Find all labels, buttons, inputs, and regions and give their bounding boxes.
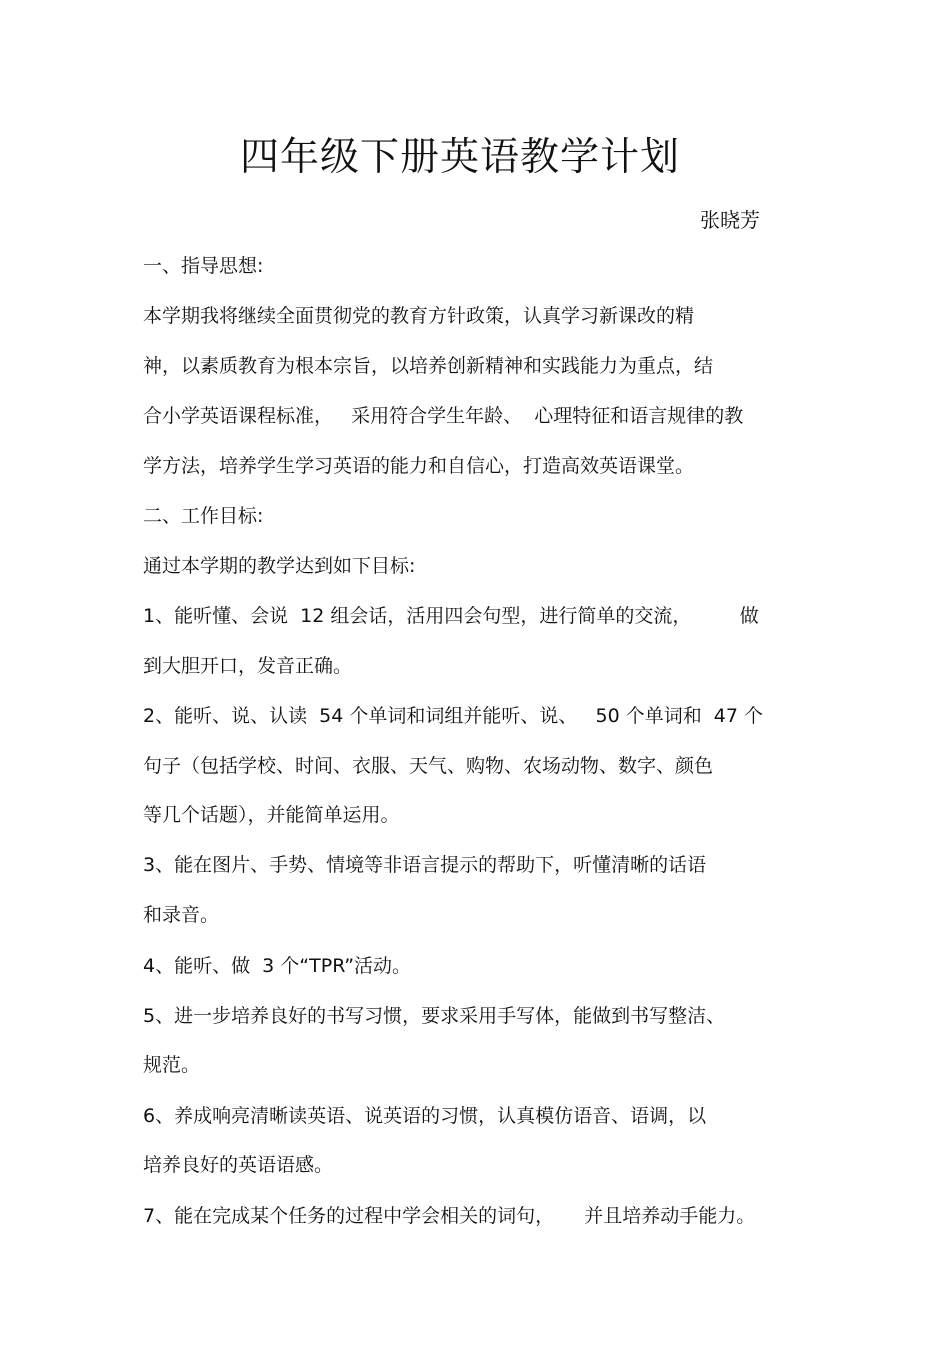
list-item-line: 到大胆开口，发音正确。: [143, 655, 353, 677]
list-item-line: 培养良好的英语语感。: [143, 1154, 334, 1176]
list-item-line: 1、能听懂、会说 12 组会话，活用四会句型，进行简单的交流， 做: [143, 605, 759, 627]
list-item-line: 句子（包括学校、时间、衣服、天气、购物、农场动物、数字、颜色: [143, 755, 714, 777]
list-item-line: 6、养成响亮清晰读英语、说英语的习惯，认真模仿语音、语调，以: [143, 1105, 707, 1127]
paragraph-line: 合小学英语课程标准， 采用符合学生年龄、 心理特征和语言规律的教: [143, 405, 744, 427]
document-title: 四年级下册英语教学计划: [239, 135, 680, 180]
paragraph-line: 通过本学期的教学达到如下目标:: [143, 555, 416, 577]
list-item-line: 等几个话题），并能简单运用。: [143, 804, 400, 826]
paragraph-line: 神，以素质教育为根本宗旨，以培养创新精神和实践能力为重点，结: [143, 355, 714, 377]
paragraph-line: 学方法，培养学生学习英语的能力和自信心，打造高效英语课堂。: [143, 455, 695, 477]
author-name: 张晓芳: [700, 208, 760, 232]
list-item-line: 3、能在图片、手势、情境等非语言提示的帮助下，听懂清晰的话语: [143, 854, 707, 876]
section-heading-work-goals: 二、工作目标:: [143, 505, 264, 527]
list-item-line: 5、进一步培养良好的书写习惯，要求采用手写体，能做到书写整洁、: [143, 1005, 726, 1027]
list-item-line: 和录音。: [143, 904, 220, 926]
list-item-line: 2、能听、说、认读 54 个单词和词组并能听、说、 50 个单词和 47 个: [143, 705, 764, 727]
section-heading-guiding-thought: 一、指导思想:: [143, 255, 264, 277]
list-item-line: 4、能听、做 3 个“TPR”活动。: [143, 955, 412, 977]
paragraph-line: 本学期我将继续全面贯彻党的教育方针政策，认真学习新课改的精: [143, 305, 695, 327]
list-item-line: 规范。: [143, 1054, 201, 1076]
list-item-line: 7、能在完成某个任务的过程中学会相关的词句， 并且培养动手能力。: [143, 1205, 756, 1227]
